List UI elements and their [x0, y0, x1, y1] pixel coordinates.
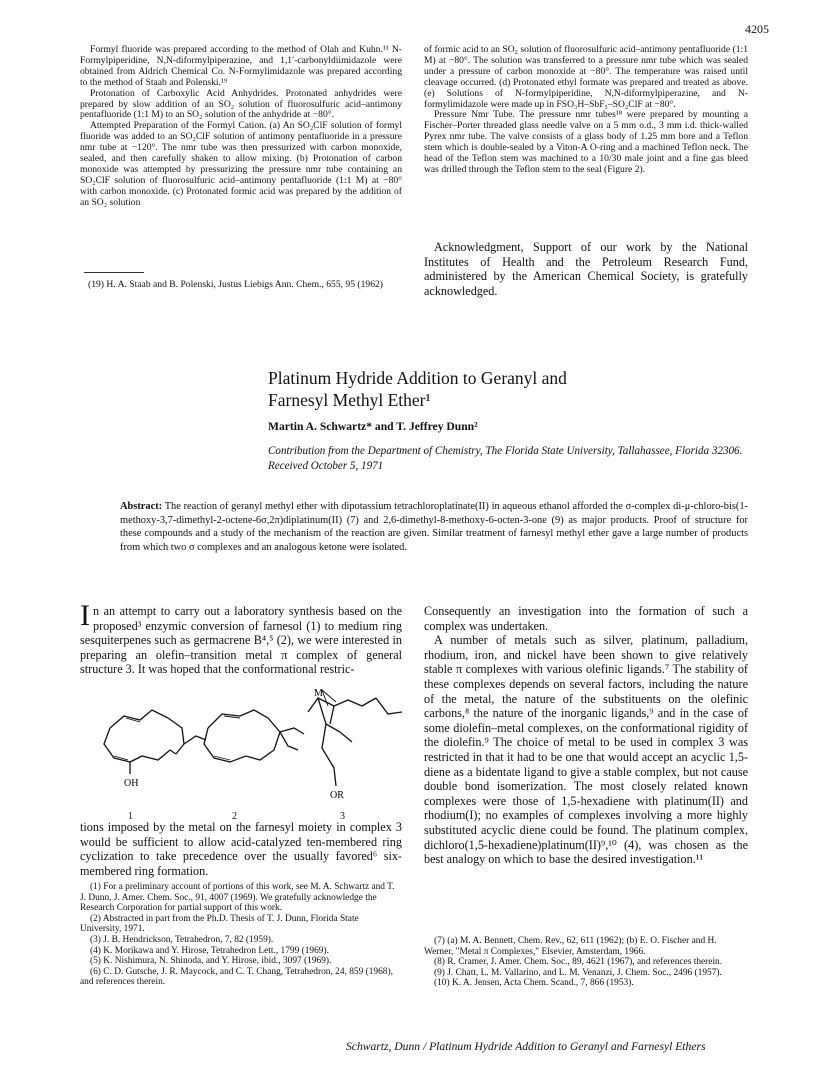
footnotes-right — [424, 936, 748, 989]
acknowledgment: Acknowledgment, Support of our work by the National Institutes of Health and the Petroleum Research Fund, administered by the American Chemical Society, is gratefully acknowledged. — [424, 240, 748, 298]
footnote: (10) K. A. Jensen, Acta Chem. Scand., 7, 866 (1953). — [434, 978, 634, 989]
running-footer: Schwartz, Dunn / Platinum Hydride Addition to Geranyl and Farnesyl Ethers — [346, 1040, 706, 1053]
footnote: (6) C. D. Gutsche, J. R. Maycock, and C. T. Chang, Tetrahedron, 24, 859 (1968), and references therein. — [80, 966, 393, 988]
body-left-after: tions imposed by the metal on the farnesyl moiety in complex 3 would be sufficient to allow acid-catalyzed ten-membered ring cyclization to take precedence over the usually favored⁶ six-membered ring formation. — [80, 820, 402, 878]
article-affiliation: Contribution from the Department of Chemistry, The Florida State University, Tallahassee, Florida 32306. Received October 5, 1971 — [268, 445, 743, 472]
structure-metal-label: M — [314, 688, 323, 699]
footnote: (1) For a preliminary account of portions of this work, see M. A. Schwartz and T. J. Dunn, J. Amer. Chem. Soc., 91, 4007 (1969). We gratefully acknowledge the Research Corporation for partial support of this work. — [80, 882, 395, 914]
paragraph: Protonation of Carboxylic Acid Anhydrides. Protonated anhydrides were prepared by slow addition of an SO₂ solution of fluorosulfuric acid–antimony pentafluoride (1:1 M) to an SO₂ solution of the anhydride at −80°. — [80, 87, 402, 121]
article-title — [268, 368, 567, 411]
structure-3-complex — [308, 690, 402, 786]
title-line: Farnesyl Methyl Ether¹ — [268, 389, 431, 410]
top-left-column — [80, 45, 402, 209]
drop-cap: I — [80, 599, 90, 632]
structure-2-germacrene — [204, 710, 304, 762]
paragraph: n an attempt to carry out a laboratory synthesis based on the proposed³ enzymic conversion of farnesol (1) to medium ring sesquiterpenes such as germacrene B⁴,⁵ (2), we were interested in preparing an olefin–transition metal π complex of general structure 3. It was hoped that the conformational restric- — [80, 604, 402, 677]
footnote: (2) Abstracted in part from the Ph.D. Thesis of T. J. Dunn, Florida State University, 1971. — [80, 913, 359, 935]
paragraph: of formic acid to an SO₂ solution of fluorosulfuric acid–antimony pentafluoride (1:1 M) at −80°. The solution was transferred to a pressure nmr tube which was sealed under a pressure of carbon monoxide at −80°. The temperature was raised until cleavage occurred. (d) Protonated ethyl formate was prepared and treated as above. (e) Solutions of N-formylpiperidine, N,N-diformylpiperazine, and N-formylimidazole were made up in FSO₃H–SbF₅–SO₂ClF at −80°. — [424, 44, 748, 110]
footnote: (7) (a) M. A. Bennett, Chem. Rev., 62, 611 (1962); (b) E. O. Fischer and H. Werner, "Metal π Complexes," Elsevier, Amsterdam, 1966. — [424, 936, 717, 957]
footnotes-left — [80, 882, 402, 988]
body-left-intro — [80, 599, 402, 677]
footnote: (8) R. Cramer, J. Amer. Chem. Soc., 89, 4621 (1967), and references therein. — [434, 957, 723, 968]
paragraph: Formyl fluoride was prepared according to the method of Olah and Kuhn.¹¹ N-Formylpiperidine, N,N-diformylpiperazine, and 1,1′-carbonyldiimidazole were obtained from Aldrich Chemical Co. N-Formylimidazole was prepared according to the method of Staab and Polenski.¹⁹ — [80, 44, 402, 88]
structure-label-2: 2 — [232, 811, 237, 822]
body-right-column — [424, 604, 748, 867]
structure-label-3: 3 — [340, 811, 345, 822]
footnote: (9) J. Chatt, L. M. Vallarino, and L. M. Venanzi, J. Chem. Soc., 2496 (1957). — [434, 967, 722, 978]
abstract-text: The reaction of geranyl methyl ether with dipotassium tetrachloroplatinate(II) in aqueous ethanol afforded the σ-complex di-μ-chloro-bis(1-methoxy-3,7-dimethyl-2-octene-6σ,2π)diplatinum(II) (7) and 2,6-dimethyl-8-methoxy-6-octen-3-one (9) as major products. Proof of structure for these compounds and a study of the mechanism of the reaction are given. Similar treatment of farnesyl methyl ether gave a large number of products from which two σ complexes and an analogous ketone were isolated. — [120, 501, 748, 553]
abstract — [120, 500, 748, 554]
structure-label-1: 1 — [128, 811, 133, 822]
structure-1-farnesol — [104, 710, 206, 774]
footnote: (4) K. Morikawa and Y. Hirose, Tetrahedron Lett., 1799 (1969). — [90, 945, 329, 956]
footnote: (5) K. Nishimura, N. Shinoda, and Y. Hirose, ibid., 3097 (1969). — [90, 956, 332, 967]
top-right-column — [424, 45, 748, 176]
article-authors: Martin A. Schwartz* and T. Jeffrey Dunn² — [268, 420, 478, 433]
page-number: 4205 — [745, 22, 769, 36]
paragraph: Attempted Preparation of the Formyl Cation. (a) An SO₂ClF solution of formyl fluoride was added to an SO₂ClF solution of antimony pentafluoride in a pressure nmr tube at −120°. The nmr tube was then pressurized with carbon monoxide, sealed, and then carefully shaken to allow mixing. (b) Protonation of carbon monoxide was attempted by pressurizing the pressure nmr tube containing an SO₂ClF solution of fluorosulfuric acid–antimony pentafluoride (1:1 M) at −80° with carbon monoxide. (c) Protonated formic acid was prepared by the addition of an SO₂ solution — [80, 120, 402, 208]
title-line: Platinum Hydride Addition to Geranyl and — [268, 368, 567, 388]
paragraph: A number of metals such as silver, platinum, palladium, rhodium, iron, and nickel have been shown to give relatively stable π complexes with various olefinic ligands.⁷ The stability of these complexes depends on several factors, including the nature of the metal, the nature of the substituents on the olefinic carbons,⁸ the nature of the inorganic ligands,⁹ and in the case of some diolefin–metal complexes, on the conformational rigidity of the diolefin.⁹ The choice of metal to be used in complex 3 was restricted in that it had to be one that would accept an acyclic 1,5-diene as a bidentate ligand to give a stable complex, but not cause double bond isomerization. The most closely related known complexes were those of 1,5-hexadiene with platinum(II) and rhodium(I); no examples of complexes involving a more highly substituted acyclic diene could be found. The platinum complex, dichloro(1,5-hexadiene)platinum(II)⁹,¹⁰ (4), was chosen as the best analogy on which to base the desired investigation.¹¹ — [424, 633, 748, 867]
chemical-structures — [90, 688, 402, 806]
paragraph: Pressure Nmr Tube. The pressure nmr tubes¹⁸ were prepared by mounting a Fischer–Porter threaded glass needle valve on a 5 mm o.d., 3 mm i.d. thick-walled Pyrex nmr tube. The valve consists of a glass body of 1.25 mm bore and a Teflon stem which is double-sealed by a Viton-A O-ring and a machined Teflon neck. The head of the Teflon stem was machined to a 10/30 male joint and a fine gas bleed was drilled through the Teflon stem to the seal (Figure 2). — [424, 109, 748, 175]
paragraph: Consequently an investigation into the formation of such a complex was undertaken. — [424, 604, 748, 633]
footnote: (3) J. B. Hendrickson, Tetrahedron, 7, 82 (1959). — [90, 934, 274, 945]
footnote-rule — [84, 272, 144, 273]
abstract-label: Abstract: — [120, 501, 163, 512]
structure-oh-label: OH — [124, 778, 139, 789]
structure-or-label: OR — [330, 790, 344, 801]
top-left-footnote: (19) H. A. Staab and B. Polenski, Justus Liebigs Ann. Chem., 655, 95 (1962) — [88, 279, 383, 290]
